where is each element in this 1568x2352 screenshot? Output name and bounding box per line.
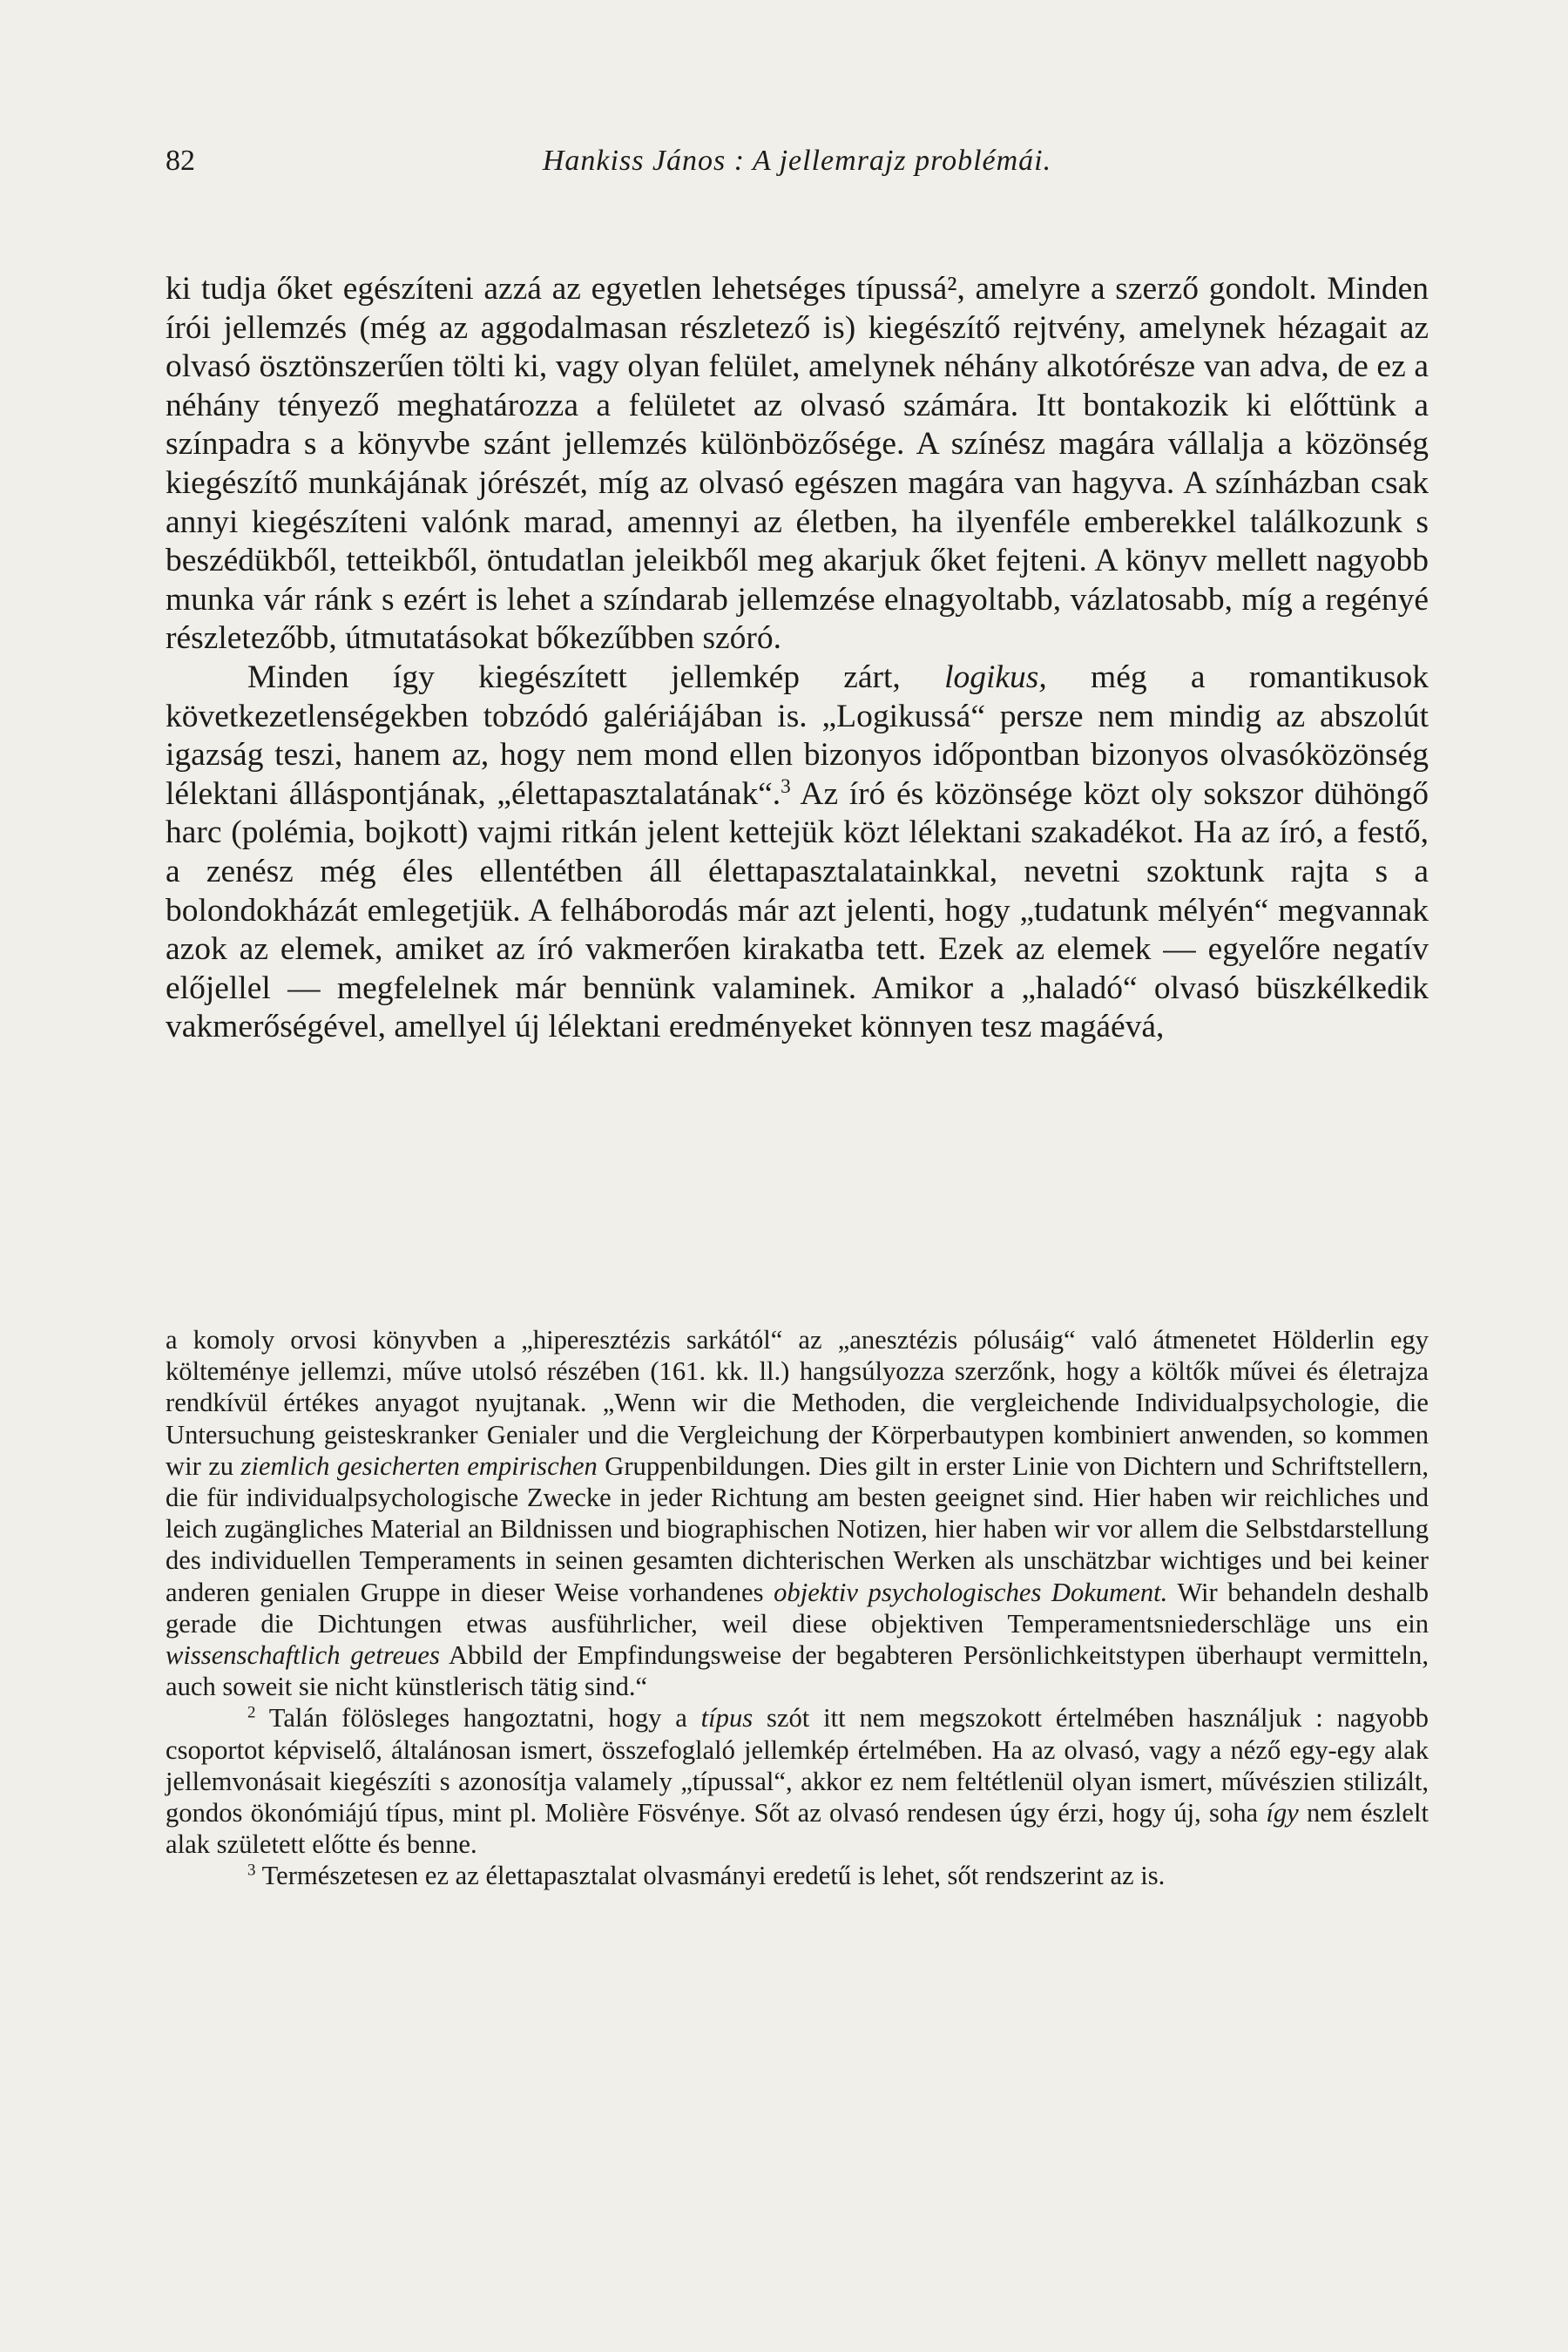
p2-text-a: Minden így kiegészített jellemkép zárt, bbox=[247, 659, 901, 695]
fn-cont-text-d: Abbild der Empfindungsweise der begabteren Persönlichkeitstypen überhaupt vermitteln, auch soweit sie nicht künstlerisch tätig sind.“ bbox=[166, 1640, 1429, 1702]
fn2-emphasis-1: típus bbox=[700, 1703, 754, 1734]
running-title: Hankiss János : A jellemrajz problémái. bbox=[542, 145, 1052, 177]
fn2-text-b: szót itt nem megszokott értelmében használjuk : nagyobb csoportot képviselő, általánosan ismert, összefoglaló jellemkép értelmében. Ha az olvasó, vagy a néző egy-egy alak jellemvonásait kiegészíti s azonosítja valamely „típussal“, akkor ez nem feltétlenül olyan ismert, művészien stilizált, gondos ökonómiájú típus, mint pl. Molière Fösvénye. Sőt az olvasó rendesen úgy érzi, hogy új, soha bbox=[166, 1703, 1429, 1828]
fn-cont-text-b: Gruppenbildungen. Dies gilt in erster Linie von Dichtern und Schriftstellern, die für individualpsychologische Zwecke in jeder Richtung am besten geeignet sind. Hier haben wir reichliches und leich zugängliches Material an Bildnissen und biographischen Notizen, hier haben wir vor allem die Selbstdarstellung des individuellen Temperaments in seinen gesamten dichterischen Werken als unschätzbar wichtiges und bei keiner anderen genialen Gruppe in dieser Weise vorhandenes bbox=[166, 1450, 1429, 1607]
footnote-3 bbox=[166, 1860, 1429, 1891]
footnote-2 bbox=[166, 1702, 1429, 1860]
fn2-text-c: nem észlelt alak született előtte és benne. bbox=[166, 1798, 1429, 1860]
paragraph-2 bbox=[166, 659, 1429, 1047]
fn-cont-emphasis-2: objektiv psychologisches Dokument. bbox=[774, 1577, 1168, 1607]
page-number: 82 bbox=[166, 145, 195, 177]
p2-emphasis: logikus, bbox=[944, 659, 1047, 695]
footnote-2-mark: 2 bbox=[247, 1704, 256, 1723]
footnote-3-mark: 3 bbox=[247, 1862, 256, 1881]
footnotes bbox=[166, 1324, 1429, 1892]
fn-cont-emphasis-1: ziemlich gesicherten empirischen bbox=[240, 1450, 598, 1481]
main-text bbox=[166, 270, 1429, 1047]
page-header bbox=[166, 145, 1429, 188]
p2-text-c: Az író és közönsége közt oly sokszor dühöngő harc (polémia, bojkott) vajmi ritkán jelent kettejük közt lélektani szakadékot. Ha az író, a festő, a zenész még éles ellentétben áll élettapasztalatainkkal, nevetni szoktunk rajta s a bolondokházát emlegetjük. A felháborodás már azt jelenti, hogy „tudatunk mélyén“ megvannak azok az elemek, amiket az író vakmerően kirakatba tett. Ezek az elemek — egyelőre negatív előjellel — megfelelnek már bennünk valaminek. Amikor a „haladó“ olvasó büszkélkedik vakmerőségével, amellyel új lélektani eredményeket könnyen tesz magáévá, bbox=[166, 775, 1429, 1045]
fn-cont-text-a: a komoly orvosi könyvben a „hiperesztézis sarkától“ az „anesztézis pólusáig“ való átmenetet Hölderlin egy költeménye jellemzi, műve utolsó részében (161. kk. ll.) hangsúlyozza szerzőnk, hogy a költők művei és életrajza rendkívül értékes anyagot nyujtanak. „Wenn wir die Methoden, die vergleichende Individualpsychologie, die Untersuchung geisteskranker Genialer und die Vergleichung der Körperbautypen kombiniert anwenden, so kommen wir zu bbox=[166, 1325, 1429, 1481]
fn2-text-a: Talán fölösleges hangoztatni, hogy a bbox=[268, 1703, 687, 1734]
p2-text-b: még a romantikusok következetlenségekben tobzódó galériájában is. „Logikussá“ persze nem mindig az abszolút igazság teszi, hanem az, hogy nem mond ellen bizonyos időpontban bizonyos olvasóközönség lélektani álláspontjának, „élettapasztalatának“. bbox=[166, 659, 1429, 812]
fn2-emphasis-2: így bbox=[1266, 1798, 1299, 1828]
fn-cont-emphasis-3: wissenschaftlich getreues bbox=[166, 1640, 440, 1671]
fn-cont-text-c: Wir behandeln deshalb gerade die Dichtungen etwas ausführlicher, weil diese objektiven Temperamentsniederschläge uns ein bbox=[166, 1577, 1429, 1639]
paragraph-1: ki tudja őket egészíteni azzá az egyetlen lehetséges típussá², amelyre a szerző gondolt. Minden írói jellemzés (még az aggodalmasan részletező is) kiegészítő rejtvény, amelynek hézagait az olvasó ösztönszerűen tölti ki, vagy olyan felület, amelynek néhány alkotórésze van adva, de ez a néhány tényező meghatározza a felületet az olvasó számára. Itt bontakozik ki előttünk a színpadra s a könyvbe szánt jellemzés különbözősége. A színész magára vállalja a közönség kiegészítő munkájának jórészét, míg az olvasó egészen magára van hagyva. A színházban csak annyi kiegészíteni valónk marad, amennyi az életben, ha ilyenféle emberekkel találkozunk s beszédükből, tetteikből, öntudatlan jeleikből meg akarjuk őket fejteni. A könyv mellett nagyobb munka vár ránk s ezért is lehet a színdarab jellemzése elnagyoltabb, vázlatosabb, míg a regényé részletezőbb, útmutatásokat bőkezűbben szóró. bbox=[166, 271, 1429, 657]
fn3-text: Természetesen ez az élettapasztalat olvasmányi eredetű is lehet, sőt rendszerint az is. bbox=[261, 1861, 1166, 1891]
footnote-continuation bbox=[166, 1324, 1429, 1702]
footnote-ref-3: 3 bbox=[781, 774, 791, 798]
